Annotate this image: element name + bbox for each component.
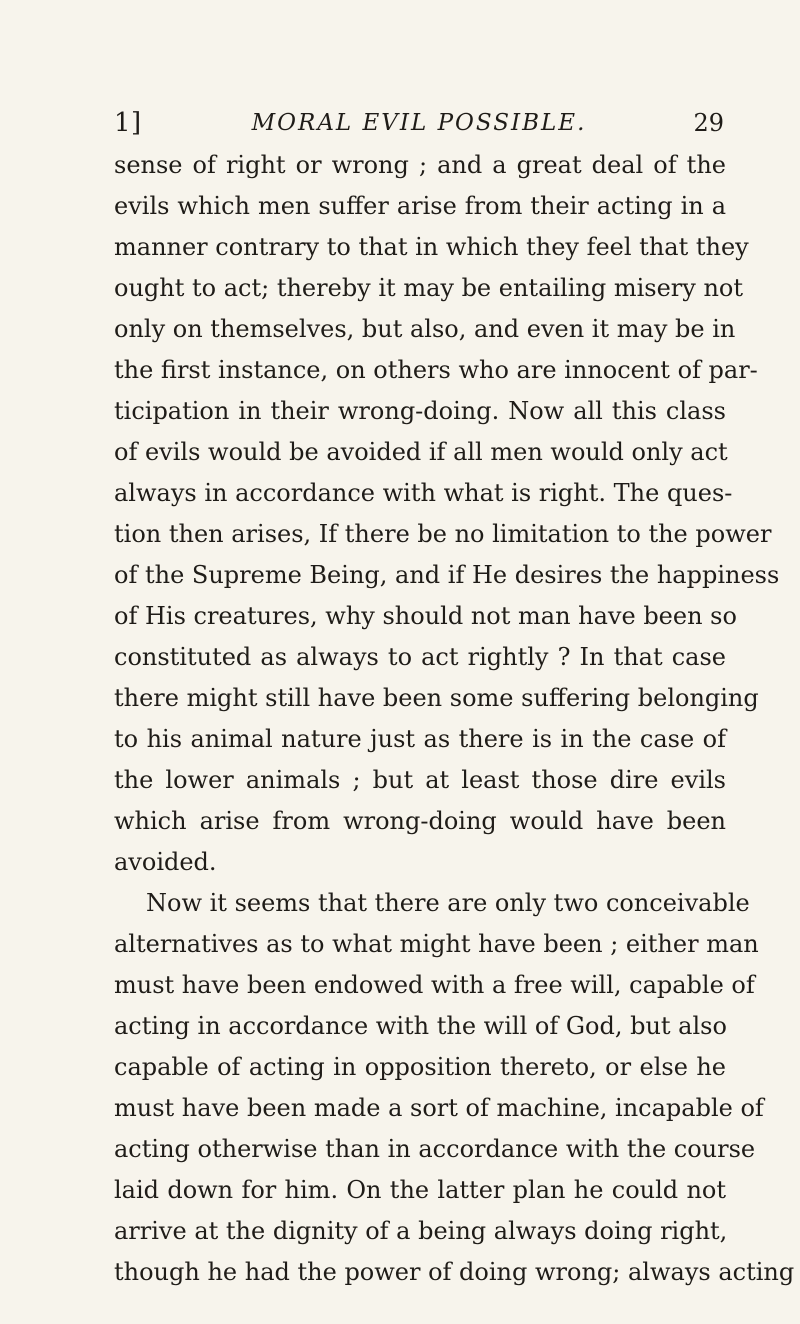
text-line: of the Supreme Being, and if He desires the happiness: [114, 561, 780, 589]
running-title: MORAL EVIL POSSIBLE.: [251, 110, 587, 136]
text-line: though he had the power of doing wrong; always acting: [114, 1258, 795, 1286]
text-line: must have been endowed with a free will, capable of: [114, 971, 755, 999]
text-line: only on themselves, but also, and even it may be in: [114, 315, 736, 343]
text-line: avoided.: [114, 848, 217, 876]
text-line: arrive at the dignity of a being always doing right,: [114, 1217, 728, 1245]
text-line: Now it seems that there are only two conceivable: [146, 889, 750, 917]
text-line: acting otherwise than in accordance with the course: [114, 1135, 756, 1163]
text-line: of evils would be avoided if all men would only act: [114, 438, 728, 466]
text-line: the lower animals ; but at least those dire evils: [114, 766, 726, 794]
paragraph: [114, 883, 795, 1293]
text-line: which arise from wrong-doing would have been: [114, 807, 726, 835]
paragraph: [114, 145, 780, 883]
text-line: evils which men suffer arise from their acting in a: [114, 192, 726, 220]
text-line: always in accordance with what is right. The ques-: [114, 479, 733, 507]
text-line: alternatives as to what might have been ; either man: [114, 930, 759, 958]
body-text: [114, 145, 795, 1293]
text-line: of His creatures, why should not man have been so: [114, 602, 737, 630]
page-number: 29: [693, 109, 724, 137]
text-line: the first instance, on others who are innocent of par-: [114, 356, 758, 384]
page-header: [114, 107, 724, 139]
text-line: laid down for him. On the latter plan he could not: [114, 1176, 726, 1204]
text-line: capable of acting in opposition thereto, or else he: [114, 1053, 726, 1081]
text-line: ought to act; thereby it may be entailing misery not: [114, 274, 744, 302]
text-line: must have been made a sort of machine, incapable of: [114, 1094, 764, 1122]
text-line: acting in accordance with the will of God, but also: [114, 1012, 727, 1040]
text-line: constituted as always to act rightly ? In that case: [114, 643, 726, 671]
text-line: there might still have been some suffering belonging: [114, 684, 759, 712]
text-line: to his animal nature just as there is in the case of: [114, 725, 726, 753]
text-line: tion then arises, If there be no limitation to the power: [114, 520, 772, 548]
text-line: ticipation in their wrong-doing. Now all this class: [114, 397, 726, 425]
chapter-marker: 1]: [114, 108, 142, 138]
text-line: manner contrary to that in which they feel that they: [114, 233, 749, 261]
text-line: sense of right or wrong ; and a great deal of the: [114, 151, 726, 179]
